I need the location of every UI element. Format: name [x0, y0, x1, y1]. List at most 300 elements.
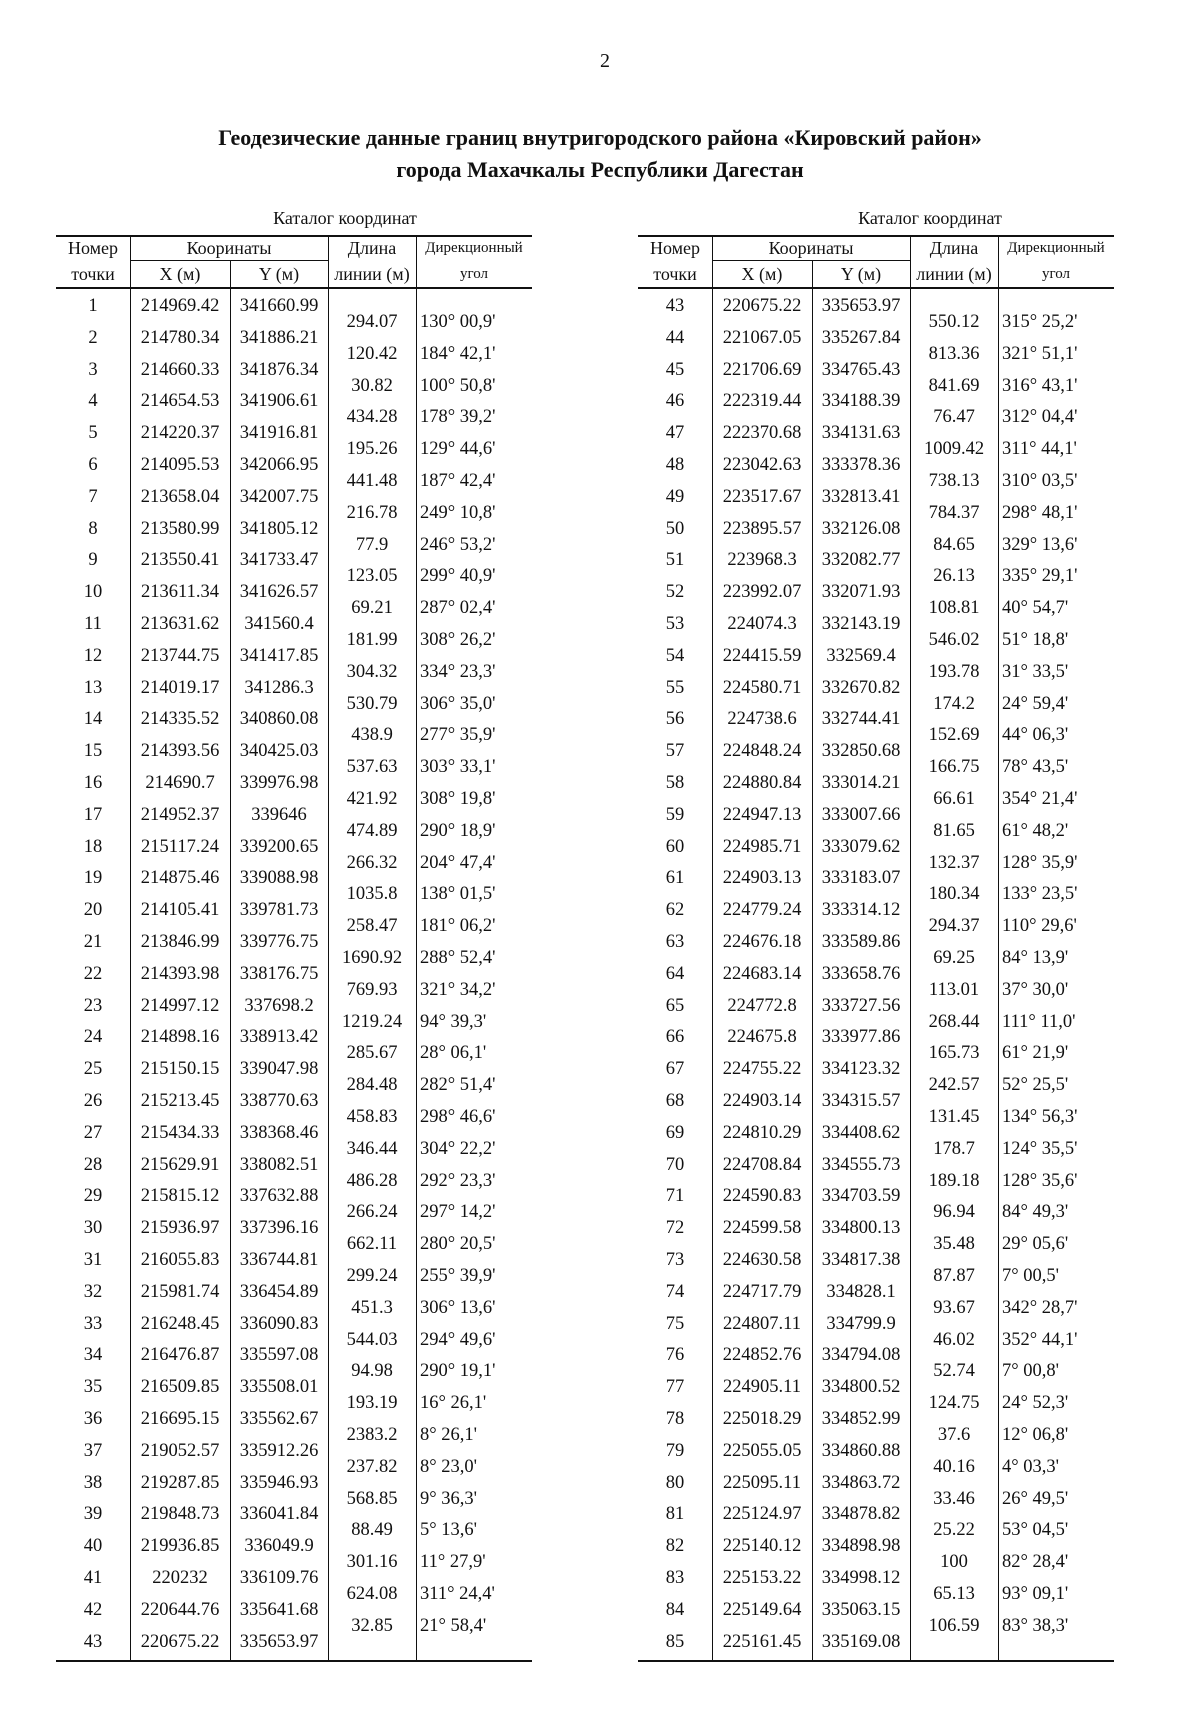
segment-length: 178.7: [933, 1138, 975, 1159]
segment-angle: 21° 58,4': [420, 1615, 487, 1636]
point-y: 336049.9: [244, 1536, 314, 1557]
point-number: 70: [665, 1154, 685, 1175]
segment-angle: 299° 40,9': [420, 566, 496, 587]
point-x: 213658.04: [140, 486, 220, 507]
point-x: 224415.59: [722, 645, 802, 666]
point-x: 224848.24: [722, 741, 802, 762]
point-number: 66: [665, 1027, 685, 1048]
segment-angle: 184° 42,1': [420, 343, 496, 364]
segment-angle: 287° 02,4': [420, 598, 496, 619]
segment-length: 165.73: [928, 1043, 980, 1064]
segment-angle: 292° 23,3': [420, 1170, 496, 1191]
segment-row: [638, 848, 1114, 880]
point-x: 219052.57: [140, 1440, 220, 1461]
segment-row: [638, 1070, 1114, 1102]
point-number: 43: [665, 296, 685, 316]
segment-angle: 342° 28,7': [1002, 1297, 1078, 1318]
segment-length: 784.37: [928, 502, 980, 523]
point-x: 221706.69: [722, 359, 802, 380]
point-x: 221067.05: [722, 327, 802, 348]
point-y: 335169.08: [821, 1631, 901, 1652]
segment-row: [638, 498, 1114, 530]
point-number: 9: [88, 550, 98, 571]
segment-angle: 124° 35,5': [1002, 1138, 1078, 1159]
point-y: 338176.75: [239, 963, 319, 984]
segment-length: 195.26: [346, 439, 398, 460]
point-y: 334408.62: [821, 1122, 901, 1143]
segment-angle: 128° 35,6': [1002, 1170, 1078, 1191]
point-x: 216476.87: [140, 1345, 220, 1366]
point-x: 224630.58: [722, 1250, 802, 1270]
header-number-sub: точки: [71, 264, 115, 284]
point-y: 337396.16: [239, 1218, 319, 1239]
segment-angle: 5° 13,6': [420, 1520, 477, 1541]
point-number: 52: [665, 582, 685, 603]
segment-row: [56, 307, 532, 339]
segment-angle: 111° 11,0': [1002, 1011, 1076, 1032]
point-x: 223968.3: [727, 550, 797, 571]
segment-length: 546.02: [928, 629, 980, 650]
segment-angle: 335° 29,1': [1002, 566, 1078, 587]
segment-row: [638, 752, 1114, 784]
header-bottom-border: [638, 287, 1114, 289]
point-y: 339088.98: [239, 868, 319, 889]
point-number: 27: [83, 1122, 103, 1143]
segment-row: [638, 1356, 1114, 1388]
segment-angle: 282° 51,4': [420, 1075, 496, 1096]
segment-row: [56, 1038, 532, 1070]
point-x: 224779.24: [722, 900, 802, 921]
point-number: 34: [83, 1345, 103, 1366]
header-length: Длина: [929, 238, 979, 258]
point-number: 28: [83, 1154, 103, 1175]
point-x: 213580.99: [140, 518, 220, 539]
segment-angle: 181° 06,2': [420, 916, 496, 937]
point-y: 334852.99: [821, 1409, 901, 1429]
segment-row: [638, 1197, 1114, 1229]
segment-length: 193.78: [928, 661, 980, 682]
segment-row: [638, 879, 1114, 911]
segment-row: [638, 307, 1114, 339]
segment-length: 346.44: [346, 1138, 398, 1159]
point-y: 335508.01: [239, 1377, 319, 1398]
point-y: 334765.43: [821, 359, 901, 380]
segment-row: [56, 911, 532, 943]
point-x: 219936.85: [140, 1536, 220, 1557]
point-x: 219287.85: [140, 1472, 220, 1493]
point-x: 214969.42: [140, 296, 220, 316]
segment-length: 304.32: [346, 661, 398, 682]
segment-angle: 130° 00,9': [420, 311, 496, 332]
title-line-1: Геодезические данные границ внутригородского района «Кировский район»: [218, 125, 982, 150]
segment-angle: 304° 22,2': [420, 1138, 496, 1159]
segment-length: 120.42: [346, 343, 398, 364]
segment-angle: 311° 24,4': [420, 1583, 495, 1604]
segment-row: [56, 1166, 532, 1198]
segment-angle: 277° 35,9': [420, 725, 496, 746]
point-x: 219848.73: [140, 1504, 220, 1525]
segment-angle: 138° 01,5': [420, 884, 496, 905]
point-y: 339781.73: [239, 900, 319, 921]
point-y: 333658.76: [821, 963, 901, 984]
segment-length: 237.82: [346, 1456, 398, 1477]
point-y: 338368.46: [239, 1122, 319, 1143]
point-y: 339200.65: [239, 836, 319, 857]
segment-length: 441.48: [346, 470, 398, 491]
segment-row: [638, 1484, 1114, 1516]
point-y: 342066.95: [239, 455, 319, 475]
point-number: 48: [665, 455, 685, 475]
segment-angle: 100° 50,8': [420, 375, 496, 396]
segment-length: 131.45: [928, 1106, 980, 1127]
point-y: 333014.21: [821, 773, 901, 793]
segment-row: [56, 1356, 532, 1388]
segment-length: 180.34: [928, 884, 980, 905]
point-number: 36: [83, 1409, 103, 1429]
point-number: 84: [665, 1599, 685, 1620]
segment-row: [638, 1420, 1114, 1452]
point-x: 224807.11: [723, 1313, 801, 1334]
point-number: 63: [665, 932, 685, 952]
point-x: 222370.68: [722, 423, 802, 444]
point-number: 42: [83, 1599, 103, 1620]
point-x: 224903.14: [722, 1091, 802, 1111]
point-y: 334555.73: [821, 1154, 901, 1175]
point-number: 17: [83, 804, 103, 825]
point-y: 333007.66: [821, 804, 901, 825]
point-x: 214220.37: [140, 423, 220, 444]
segment-row: [56, 879, 532, 911]
segment-angle: 84° 13,9': [1002, 947, 1069, 968]
point-y: 334800.13: [821, 1218, 901, 1239]
point-y: 334998.12: [821, 1568, 901, 1588]
document-title: [100, 122, 1100, 186]
point-x: 215213.45: [140, 1091, 220, 1111]
point-number: 8: [88, 518, 98, 539]
point-number: 19: [83, 868, 103, 889]
segment-row: [56, 1452, 532, 1484]
point-y: 334315.57: [821, 1091, 901, 1111]
segment-row: [56, 561, 532, 593]
point-number: 43: [83, 1631, 103, 1652]
segment-angle: 37° 30,0': [1002, 979, 1069, 1000]
segment-length: 132.37: [928, 852, 980, 873]
segment-row: [56, 371, 532, 403]
segment-length: 33.46: [933, 1488, 975, 1509]
segment-angle: 352° 44,1': [1002, 1329, 1078, 1350]
header-length-sub: линии (м): [334, 264, 410, 284]
segment-row: [638, 720, 1114, 752]
point-number: 81: [665, 1504, 685, 1525]
segment-angle: 321° 51,1': [1002, 343, 1078, 364]
segment-length: 216.78: [346, 502, 398, 523]
segment-length: 193.19: [346, 1393, 398, 1414]
point-x: 224772.8: [727, 995, 797, 1016]
segment-row: [56, 943, 532, 975]
segment-length: 266.32: [346, 852, 398, 873]
segment-row: [56, 1229, 532, 1261]
segment-angle: 354° 21,4': [1002, 788, 1078, 809]
segment-row: [56, 625, 532, 657]
point-x: 224905.11: [723, 1377, 801, 1398]
point-y: 341660.99: [239, 296, 319, 316]
segment-angle: 84° 49,3': [1002, 1202, 1069, 1223]
segment-length: 294.07: [346, 311, 398, 332]
point-x: 224985.71: [722, 836, 802, 857]
segment-length: 26.13: [933, 566, 975, 587]
point-y: 336041.84: [239, 1504, 319, 1525]
segment-angle: 134° 56,3': [1002, 1106, 1078, 1127]
segment-row: [638, 625, 1114, 657]
point-y: 334860.88: [821, 1440, 901, 1461]
segment-angle: 7° 00,5': [1002, 1265, 1059, 1286]
point-y: 334863.72: [821, 1472, 901, 1493]
point-x: 214875.46: [140, 868, 220, 889]
segment-angle: 298° 48,1': [1002, 502, 1078, 523]
point-y: 332670.82: [821, 677, 901, 698]
segment-row: [638, 975, 1114, 1007]
point-number: 71: [665, 1186, 685, 1207]
point-number: 57: [665, 741, 685, 762]
segment-length: 94.98: [351, 1361, 393, 1382]
point-y: 332126.08: [821, 518, 901, 539]
point-number: 47: [665, 423, 685, 444]
segment-row: [638, 1229, 1114, 1261]
segment-row: [638, 911, 1114, 943]
point-number: 56: [665, 709, 685, 730]
segment-length: 813.36: [928, 343, 980, 364]
segment-length: 108.81: [928, 598, 980, 619]
segment-row: [56, 1515, 532, 1547]
left-catalog-caption: Каталог координат: [273, 208, 417, 228]
point-x: 216248.45: [140, 1313, 220, 1334]
point-x: 224880.84: [722, 773, 802, 793]
point-number: 13: [83, 677, 103, 698]
point-number: 12: [83, 645, 103, 666]
point-x: 214019.17: [140, 677, 220, 698]
segment-angle: 78° 43,5': [1002, 757, 1069, 778]
point-y: 341886.21: [239, 327, 319, 348]
segment-row: [638, 1452, 1114, 1484]
point-y: 333314.12: [821, 900, 901, 921]
segment-row: [56, 848, 532, 880]
segment-length: 624.08: [346, 1583, 398, 1604]
point-y: 334703.59: [821, 1186, 901, 1207]
point-x: 214660.33: [140, 359, 220, 380]
point-number: 69: [665, 1122, 685, 1143]
point-y: 335912.26: [239, 1440, 319, 1461]
segment-row: [638, 1102, 1114, 1134]
segment-angle: 306° 13,6': [420, 1297, 496, 1318]
point-y: 335562.67: [239, 1409, 319, 1429]
point-number: 23: [83, 995, 103, 1016]
point-x: 215629.91: [140, 1154, 220, 1175]
segment-length: 242.57: [928, 1075, 980, 1096]
segment-row: [56, 1579, 532, 1611]
segment-length: 65.13: [933, 1583, 975, 1604]
segment-angle: 298° 46,6': [420, 1106, 496, 1127]
segment-angle: 128° 35,9': [1002, 852, 1078, 873]
segment-length: 66.61: [933, 788, 975, 809]
point-number: 51: [665, 550, 685, 571]
segment-row: [638, 1134, 1114, 1166]
point-y: 336090.83: [239, 1313, 319, 1334]
segment-angle: 9° 36,3': [420, 1488, 477, 1509]
point-x: 220644.76: [140, 1599, 220, 1620]
segment-angle: 311° 44,1': [1002, 439, 1077, 460]
point-x: 224074.3: [727, 614, 797, 634]
point-y: 336454.89: [239, 1281, 319, 1302]
point-x: 224810.29: [722, 1122, 802, 1143]
segment-length: 93.67: [933, 1297, 975, 1318]
segment-angle: 129° 44,6': [420, 439, 496, 460]
header-bottom-border: [56, 287, 532, 289]
segment-length: 294.37: [928, 916, 980, 937]
point-number: 31: [83, 1250, 103, 1270]
segment-length: 268.44: [928, 1011, 980, 1032]
segment-row: [638, 689, 1114, 721]
segment-row: [56, 689, 532, 721]
segment-row: [56, 1611, 532, 1643]
segment-length: 40.16: [933, 1456, 975, 1477]
segment-row: [56, 816, 532, 848]
segment-angle: 315° 25,2': [1002, 311, 1078, 332]
segment-angle: 28° 06,1': [420, 1043, 487, 1064]
point-y: 333378.36: [821, 455, 901, 475]
segment-length: 738.13: [928, 470, 980, 491]
segment-length: 189.18: [928, 1170, 980, 1191]
point-x: 222319.44: [722, 391, 802, 412]
segment-row: [56, 1261, 532, 1293]
segment-angle: 82° 28,4': [1002, 1552, 1069, 1573]
point-number: 21: [83, 932, 103, 952]
point-x: 223992.07: [722, 582, 802, 603]
point-x: 225153.22: [722, 1568, 802, 1588]
segment-angle: 61° 48,2': [1002, 820, 1069, 841]
segment-length: 123.05: [346, 566, 398, 587]
segment-angle: 110° 29,6': [1002, 916, 1077, 937]
right-catalog-caption: Каталог координат: [858, 208, 1002, 228]
point-y: 334817.38: [821, 1250, 901, 1270]
point-number: 60: [665, 836, 685, 857]
point-x: 225055.05: [722, 1440, 802, 1461]
point-x: 215117.24: [141, 836, 219, 857]
segment-angle: 51° 18,8': [1002, 629, 1069, 650]
segment-angle: 61° 21,9': [1002, 1043, 1069, 1064]
point-x: 225161.45: [722, 1631, 802, 1652]
point-number: 32: [83, 1281, 103, 1302]
point-x: 214952.37: [140, 804, 220, 825]
point-y: 335653.97: [821, 296, 901, 316]
segment-row: [56, 530, 532, 562]
point-y: 333727.56: [821, 995, 901, 1016]
point-number: 72: [665, 1218, 685, 1239]
table-bottom-border: [56, 1660, 532, 1662]
point-number: 46: [665, 391, 685, 412]
point-number: 73: [665, 1250, 685, 1270]
point-x: 214105.41: [140, 900, 220, 921]
segment-angle: 246° 53,2': [420, 534, 496, 555]
point-y: 333977.86: [821, 1027, 901, 1048]
point-number: 54: [665, 645, 685, 666]
point-number: 64: [665, 963, 685, 984]
segment-row: [56, 720, 532, 752]
title-line-2: города Махачкалы Республики Дагестан: [396, 157, 804, 182]
point-y: 339776.75: [239, 932, 319, 952]
segment-length: 113.01: [928, 979, 980, 1000]
segment-length: 266.24: [346, 1202, 398, 1223]
point-x: 214393.56: [140, 741, 220, 762]
point-y: 332143.19: [821, 614, 901, 634]
point-x: 216055.83: [140, 1250, 220, 1270]
page-number: 2: [600, 50, 610, 72]
segment-angle: 133° 23,5': [1002, 884, 1078, 905]
point-x: 214095.53: [140, 455, 220, 475]
segment-angle: 187° 42,4': [420, 470, 496, 491]
point-x: 214898.16: [140, 1027, 220, 1048]
segment-length: 37.6: [937, 1424, 971, 1445]
segment-angle: 16° 26,1': [420, 1393, 487, 1414]
segment-row: [56, 339, 532, 371]
segment-length: 30.82: [351, 375, 393, 396]
point-number: 2: [88, 327, 98, 348]
point-x: 214690.7: [145, 773, 215, 793]
segment-length: 438.9: [351, 725, 393, 746]
point-number: 53: [665, 614, 685, 634]
segment-row: [56, 1070, 532, 1102]
segment-angle: 178° 39,2': [420, 407, 496, 428]
header-angle: Дирекционный: [425, 240, 523, 256]
point-y: 341906.61: [239, 391, 319, 412]
segment-length: 124.75: [928, 1393, 980, 1414]
segment-angle: 93° 09,1': [1002, 1583, 1069, 1604]
point-number: 37: [83, 1440, 103, 1461]
point-y: 334800.52: [821, 1377, 901, 1398]
point-y: 335653.97: [239, 1631, 319, 1652]
point-number: 1: [88, 296, 98, 316]
segment-row: [638, 1038, 1114, 1070]
point-number: 3: [88, 359, 98, 380]
segment-length: 88.49: [351, 1520, 393, 1541]
point-x: 223517.67: [722, 486, 802, 507]
point-number: 65: [665, 995, 685, 1016]
point-x: 225095.11: [723, 1472, 801, 1493]
point-x: 224676.18: [722, 932, 802, 952]
segment-angle: 303° 33,1': [420, 757, 496, 778]
point-number: 16: [83, 773, 103, 793]
point-number: 24: [83, 1027, 103, 1048]
point-y: 334828.1: [826, 1281, 896, 1302]
point-y: 336744.81: [239, 1250, 319, 1270]
segment-length: 769.93: [346, 979, 398, 1000]
point-y: 339047.98: [239, 1059, 319, 1080]
header-number: Номер: [649, 238, 701, 258]
point-number: 50: [665, 518, 685, 539]
point-x: 224683.14: [722, 963, 802, 984]
segment-angle: 4° 03,3': [1002, 1456, 1059, 1477]
segment-angle: 7° 00,8': [1002, 1361, 1059, 1382]
segment-row: [638, 784, 1114, 816]
point-number: 22: [83, 963, 103, 984]
segment-length: 434.28: [346, 407, 398, 428]
point-number: 80: [665, 1472, 685, 1493]
point-x: 224903.13: [722, 868, 802, 889]
point-y: 335946.93: [239, 1472, 319, 1493]
segment-length: 174.2: [933, 693, 975, 714]
point-x: 224599.58: [722, 1218, 802, 1239]
segment-length: 76.47: [933, 407, 975, 428]
header-coordinates: Кооринаты: [768, 238, 854, 258]
